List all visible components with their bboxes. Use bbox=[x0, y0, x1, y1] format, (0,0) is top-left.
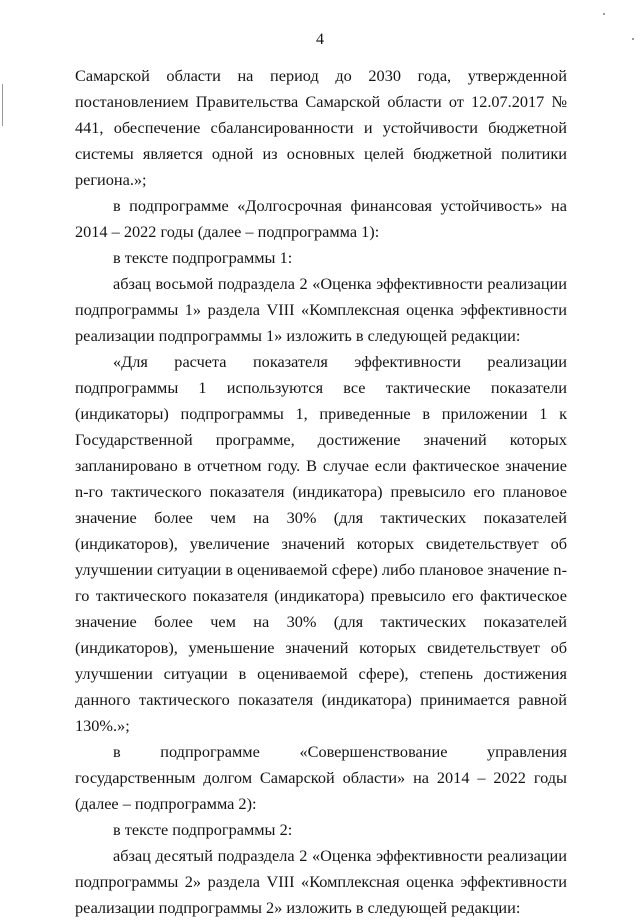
paragraph-subprogram-1-text: в тексте подпрограммы 1: bbox=[113, 248, 293, 267]
paragraph-subprogram-1-amendment: абзац восьмой подраздела 2 «Оценка эффективности реализации подпрограммы 1» раздела VIII «Комплексная оценка эффективности реализации подпрограммы 1» изложить в следующей редакции: bbox=[75, 274, 567, 345]
scan-artifact-right-dot bbox=[632, 38, 634, 40]
paragraph-subprogram-2-amendment: абзац десятый подраздела 2 «Оценка эффективности реализации подпрограммы 2» раздела VIII «Комплексная оценка эффективности реализации подпрограммы 2» изложить в следующей редакции: bbox=[75, 846, 567, 917]
paragraph-subprogram-1-intro: в подпрограмме «Долгосрочная финансовая устойчивость» на 2014 – 2022 годы (далее – подпрограмма 1): bbox=[75, 196, 567, 241]
document-body bbox=[75, 63, 567, 921]
paragraph-subprogram-2-intro: в подпрограмме «Совершенствование управления государственным долгом Самарской области» на 2014 – 2022 годы (далее – подпрограмма 2): bbox=[75, 742, 567, 813]
paragraph-subprogram-2-text: в тексте подпрограммы 2: bbox=[113, 820, 293, 839]
page-number: 4 bbox=[316, 31, 324, 48]
paragraph-continuation: Самарской области на период до 2030 года, утвержденной постановлением Правительства Самарской области от 12.07.2017 № 441, обеспечение сбалансированности и устойчивости бюджетной системы является одной из основных целей бюджетной политики региона.»; bbox=[75, 66, 567, 189]
scan-artifact-left-edge bbox=[2, 84, 3, 126]
paragraph-quoted-new-text: «Для расчета показателя эффективности реализации подпрограммы 1 используются все тактические показатели (индикаторы) подпрограммы 1, приведенные в приложении 1 к Государственной программе, достижение значений которых запланировано в отчетном году. В случае если фактическое значение n-го тактического показателя (индикатора) превысило его плановое значение более чем на 30% (для тактических показателей (индикаторов), увеличение значений которых свидетельствует об улучшении ситуации в оцениваемой сфере) либо плановое значение n-го тактического показателя (индикатора) превысило его фактическое значение более чем на 30% (для тактических показателей (индикаторов), уменьшение значений которых свидетельствует об улучшении ситуации в оцениваемой сфере), степень достижения данного тактического показателя (индикатора) принимается равной 130%.»; bbox=[75, 352, 567, 735]
scan-artifact-corner-dot bbox=[603, 13, 605, 15]
